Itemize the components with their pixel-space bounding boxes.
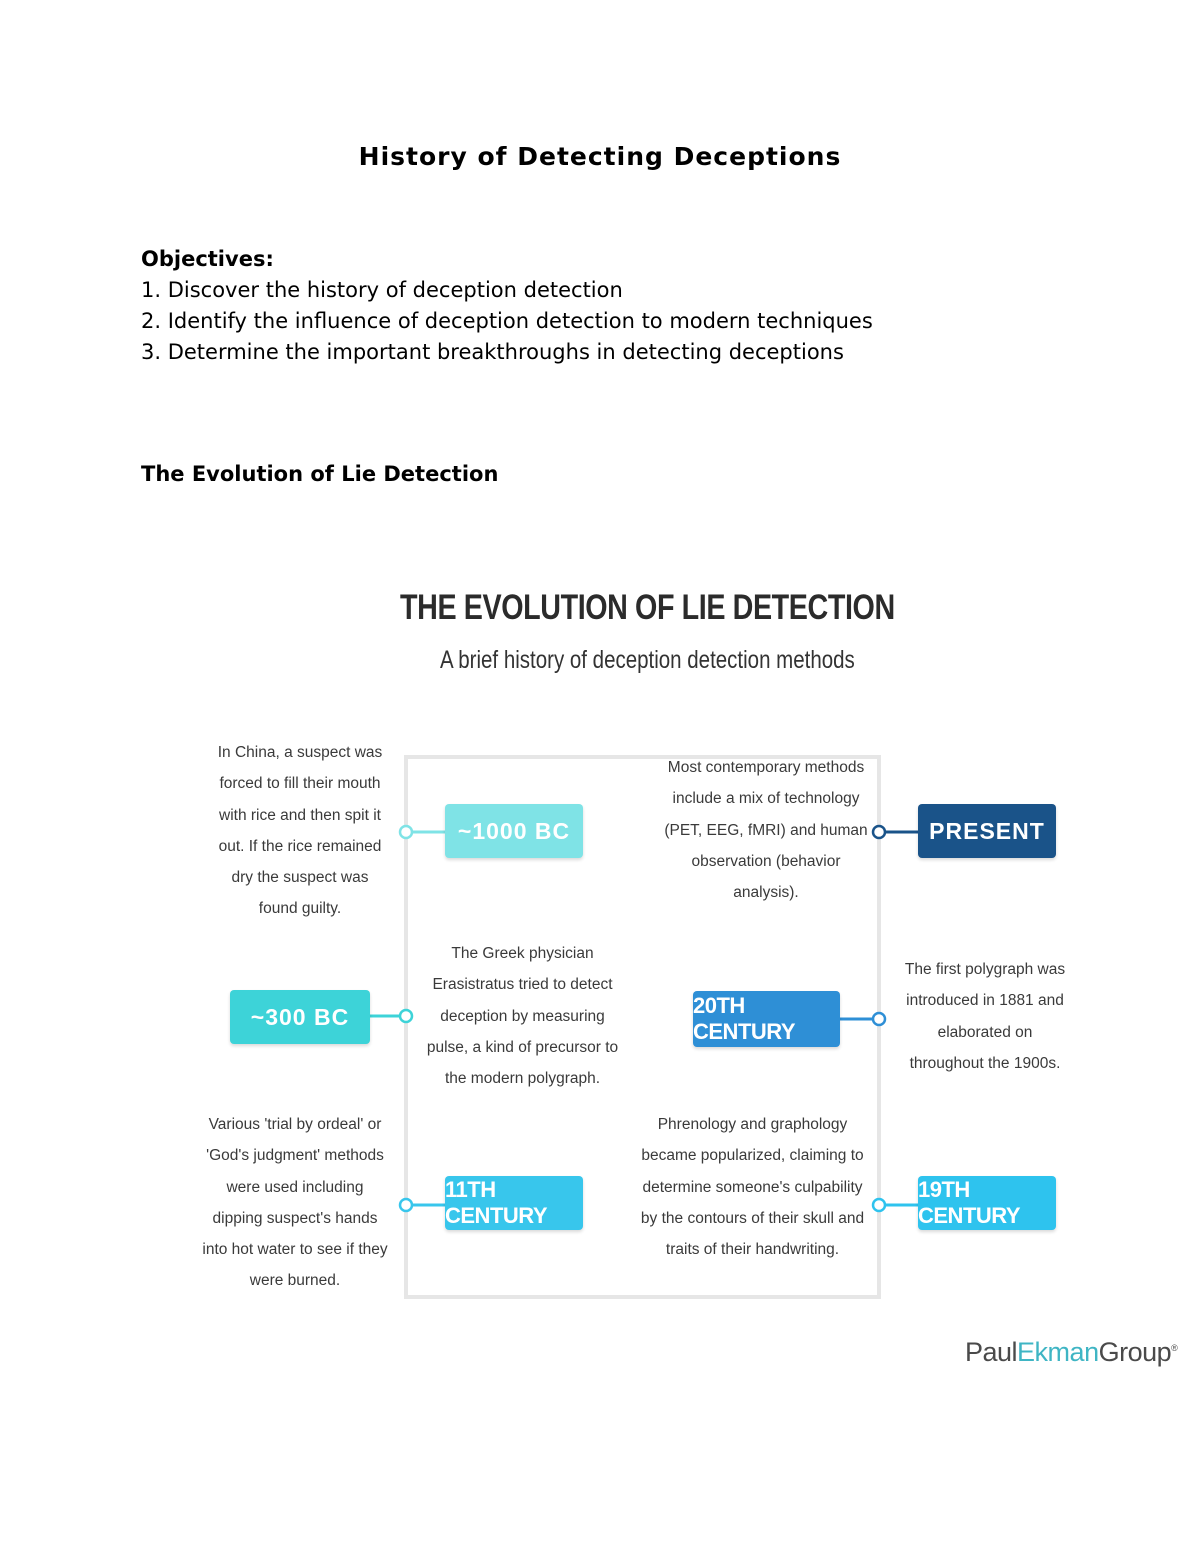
- badge-300bc: ~300 BC: [230, 990, 370, 1044]
- badge-20th-century: 20TH CENTURY: [693, 991, 840, 1047]
- badge-1000bc: ~1000 BC: [445, 804, 583, 858]
- document-title: History of Detecting Deceptions: [358, 142, 842, 171]
- objectives-heading: Objectives:: [141, 247, 274, 271]
- desc-19th-century: Phrenology and graphology became popularized, claiming to determine someone's culpability by the contours of their skull and traits of their handwriting.: [640, 1116, 865, 1259]
- desc-11th-century: Various 'trial by ordeal' or 'God's judgment' methods were used including dipping suspect's hands into hot water to see if they were burned.: [202, 1116, 388, 1290]
- logo-part-ekman: Ekman: [1017, 1337, 1099, 1367]
- objective-item: 1. Discover the history of deception detection: [141, 278, 623, 302]
- section-heading: The Evolution of Lie Detection: [141, 462, 499, 486]
- badge-present: PRESENT: [918, 804, 1056, 858]
- badge-11th-century: 11TH CENTURY: [445, 1176, 583, 1230]
- desc-20th-century: The first polygraph was introduced in 1881 and elaborated on throughout the 1900s.: [904, 961, 1066, 1072]
- objective-item: 3. Determine the important breakthroughs in detecting deceptions: [141, 340, 844, 364]
- infographic-title: THE EVOLUTION OF LIE DETECTION: [400, 588, 895, 627]
- logo-part-paul: Paul: [965, 1337, 1018, 1367]
- desc-present: Most contemporary methods include a mix of technology (PET, EEG, fMRI) and human observation (behavior analysis).: [664, 759, 868, 902]
- infographic-subtitle: A brief history of deception detection methods: [440, 646, 855, 674]
- desc-300bc: The Greek physician Erasistratus tried to detect deception by measuring pulse, a kind of precursor to the modern polygraph.: [426, 945, 619, 1088]
- objective-item: 2. Identify the influence of deception detection to modern techniques: [141, 309, 873, 333]
- logo-part-group: Group: [1098, 1337, 1172, 1367]
- badge-19th-century: 19TH CENTURY: [918, 1176, 1056, 1230]
- desc-1000bc: In China, a suspect was forced to fill their mouth with rice and then spit it out. If the rice remained dry the suspect was found guilty.: [217, 744, 383, 918]
- paul-ekman-group-logo: PaulEkmanGroup®: [965, 1337, 1178, 1367]
